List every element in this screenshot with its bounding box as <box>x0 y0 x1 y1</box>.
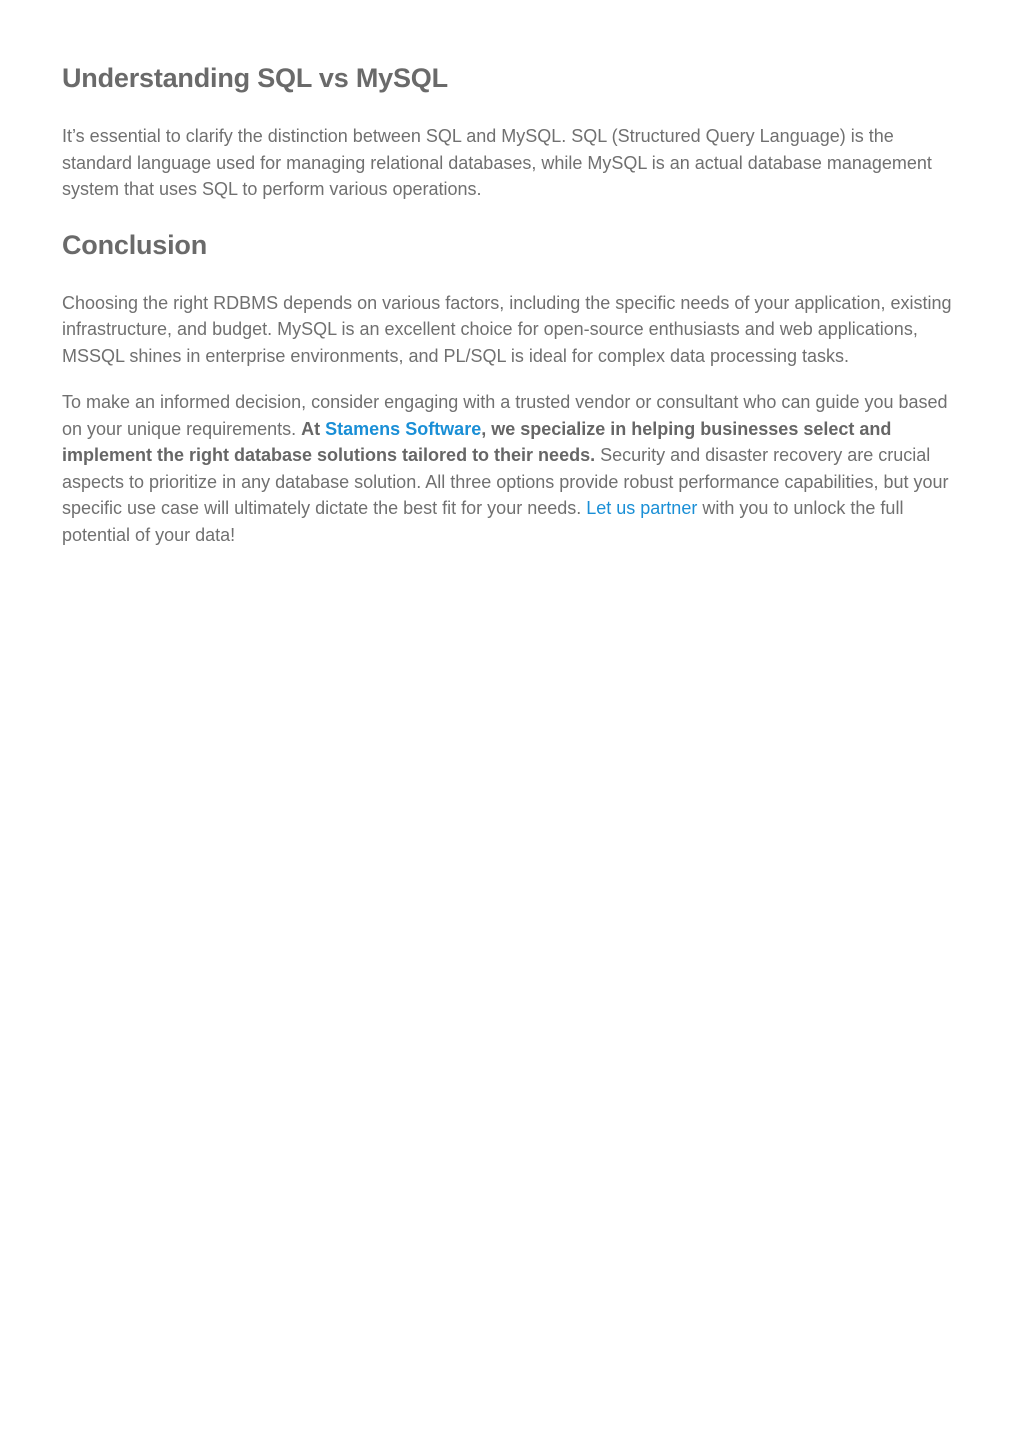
bold-at-text: At <box>301 418 326 439</box>
paragraph-intro-text: To make an informed decision, consider engaging with a trusted vendor or consultant who can guide you based on your unique requirements. <box>62 392 948 439</box>
bold-specialize-text: , we specialize in helping businesses select and implement the right database solutions tailored to their needs. <box>62 418 892 465</box>
document-page <box>62 58 967 548</box>
paragraph-conclusion-1: Choosing the right RDBMS depends on various factors, including the specific needs of your application, existing infrastructure, and budget. MySQL is an excellent choice for open-source enthusiasts and web applications, MSSQL shines in enterprise environments, and PL/SQL is ideal for complex data processing tasks. <box>62 292 952 366</box>
heading-sql-vs-mysql: Understanding SQL vs MySQL <box>62 63 448 93</box>
heading-conclusion: Conclusion <box>62 229 207 260</box>
paragraph-end-text: with you to unlock the full potential of your data! <box>62 498 904 545</box>
let-us-partner-link[interactable]: Let us partner <box>586 498 698 518</box>
paragraph-conclusion-2 <box>62 389 967 548</box>
paragraph-sql-vs-mysql: It’s essential to clarify the distinction between SQL and MySQL. SQL (Structured Query Language) is the standard language used for managing relational databases, while MySQL is an actual database management system that uses SQL to perform various operations. <box>62 126 932 199</box>
stamens-software-link[interactable]: Stamens Software <box>325 418 482 439</box>
paragraph-middle-text: Security and disaster recovery are crucial aspects to prioritize in any database solution. All three options provide robust performance capabilities, but your specific use case will ultimately dictate the best fit for your needs. <box>62 445 949 518</box>
